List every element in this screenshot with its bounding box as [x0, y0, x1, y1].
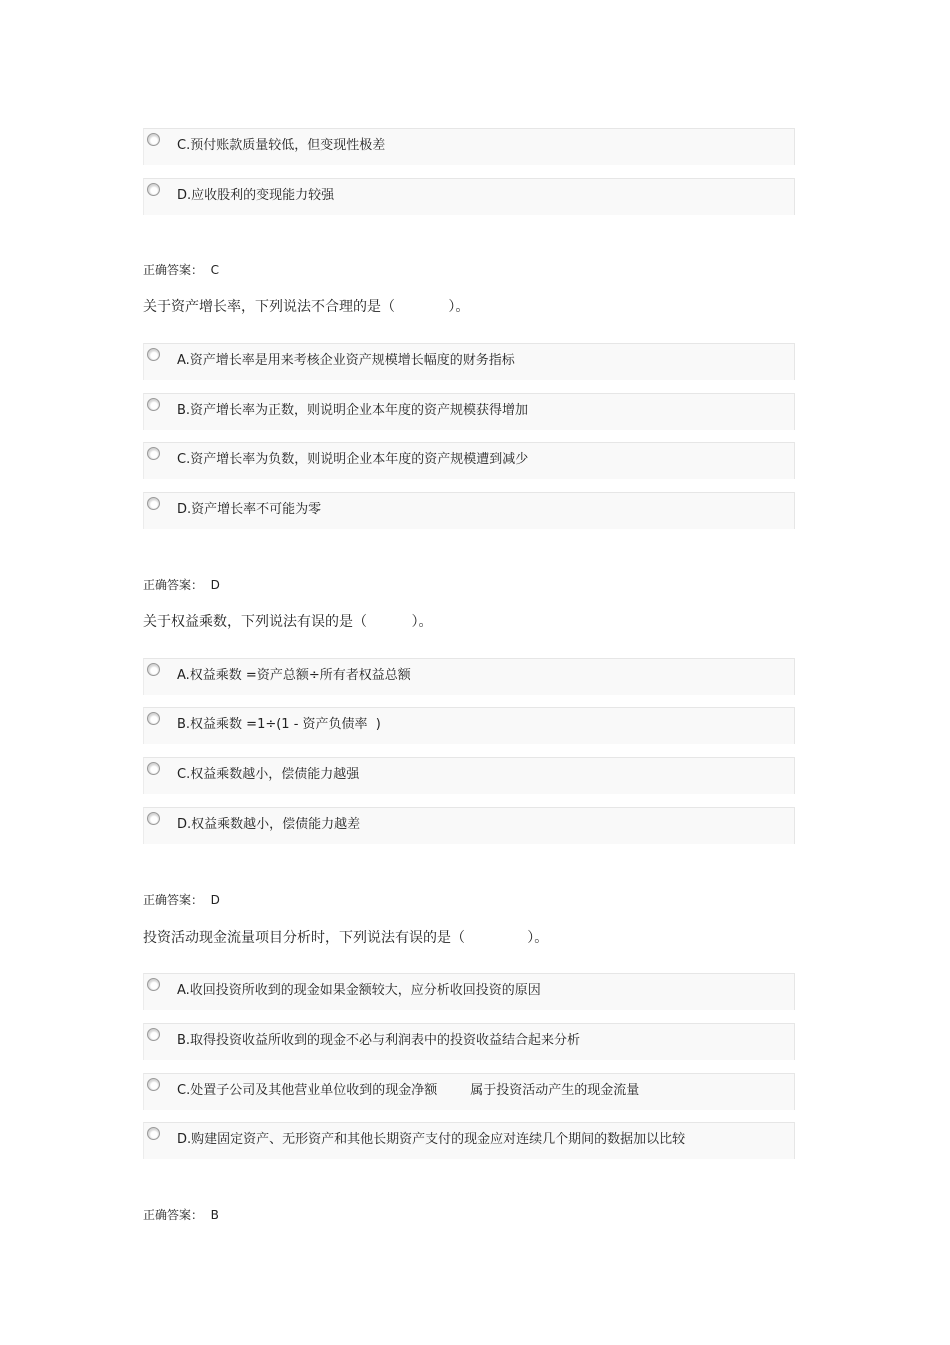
option-text: A.资产增长率是用来考核企业资产规模增长幅度的财务指标 — [177, 353, 515, 368]
option-text: C.预付账款质量较低，但变现性极差 — [177, 138, 386, 153]
option-d[interactable] — [143, 807, 795, 844]
option-b[interactable] — [143, 393, 795, 430]
correct-answer: 正确答案： D — [143, 578, 220, 592]
radio-button-icon[interactable] — [147, 497, 160, 510]
option-a[interactable] — [143, 658, 795, 695]
radio-button-icon[interactable] — [147, 978, 160, 991]
correct-answer: 正确答案： C — [143, 263, 220, 277]
option-c[interactable] — [143, 757, 795, 794]
option-d[interactable] — [143, 1122, 795, 1159]
question-text: 关于权益乘数，下列说法有误的是（ ）。 — [143, 614, 433, 630]
option-c[interactable] — [143, 128, 795, 165]
option-c[interactable] — [143, 442, 795, 479]
option-text: B.资产增长率为正数，则说明企业本年度的资产规模获得增加 — [177, 403, 529, 418]
radio-button-icon[interactable] — [147, 712, 160, 725]
option-text: C.处置子公司及其他营业单位收到的现金净额 属于投资活动产生的现金流量 — [177, 1083, 640, 1098]
question-text: 关于资产增长率，下列说法不合理的是（ ）。 — [143, 299, 470, 315]
option-text: D.资产增长率不可能为零 — [177, 502, 322, 517]
option-text: D.权益乘数越小，偿债能力越差 — [177, 817, 361, 832]
option-text: A.收回投资所收到的现金如果金额较大，应分析收回投资的原因 — [177, 983, 541, 998]
option-text: C.资产增长率为负数，则说明企业本年度的资产规模遭到减少 — [177, 452, 529, 467]
radio-button-icon[interactable] — [147, 398, 160, 411]
option-text: D.购建固定资产、无形资产和其他长期资产支付的现金应对连续几个期间的数据加以比较 — [177, 1132, 686, 1147]
radio-button-icon[interactable] — [147, 447, 160, 460]
option-text: D.应收股利的变现能力较强 — [177, 188, 335, 203]
option-text: B.权益乘数 =1÷(1 - 资产负债率 ) — [177, 717, 381, 732]
radio-button-icon[interactable] — [147, 812, 160, 825]
option-d[interactable] — [143, 178, 795, 215]
radio-button-icon[interactable] — [147, 133, 160, 146]
radio-button-icon[interactable] — [147, 348, 160, 361]
option-b[interactable] — [143, 1023, 795, 1060]
radio-button-icon[interactable] — [147, 1127, 160, 1140]
radio-button-icon[interactable] — [147, 183, 160, 196]
option-a[interactable] — [143, 973, 795, 1010]
question-text: 投资活动现金流量项目分析时，下列说法有误的是（ ）。 — [143, 930, 549, 946]
radio-button-icon[interactable] — [147, 1028, 160, 1041]
option-d[interactable] — [143, 492, 795, 529]
radio-button-icon[interactable] — [147, 663, 160, 676]
radio-button-icon[interactable] — [147, 1078, 160, 1091]
option-b[interactable] — [143, 707, 795, 744]
option-text: A.权益乘数 =资产总额÷所有者权益总额 — [177, 668, 411, 683]
radio-button-icon[interactable] — [147, 762, 160, 775]
correct-answer: 正确答案： D — [143, 893, 220, 907]
option-c[interactable] — [143, 1073, 795, 1110]
option-text: C.权益乘数越小，偿债能力越强 — [177, 767, 360, 782]
option-text: B.取得投资收益所收到的现金不必与利润表中的投资收益结合起来分析 — [177, 1033, 581, 1048]
option-a[interactable] — [143, 343, 795, 380]
correct-answer: 正确答案： B — [143, 1208, 219, 1222]
